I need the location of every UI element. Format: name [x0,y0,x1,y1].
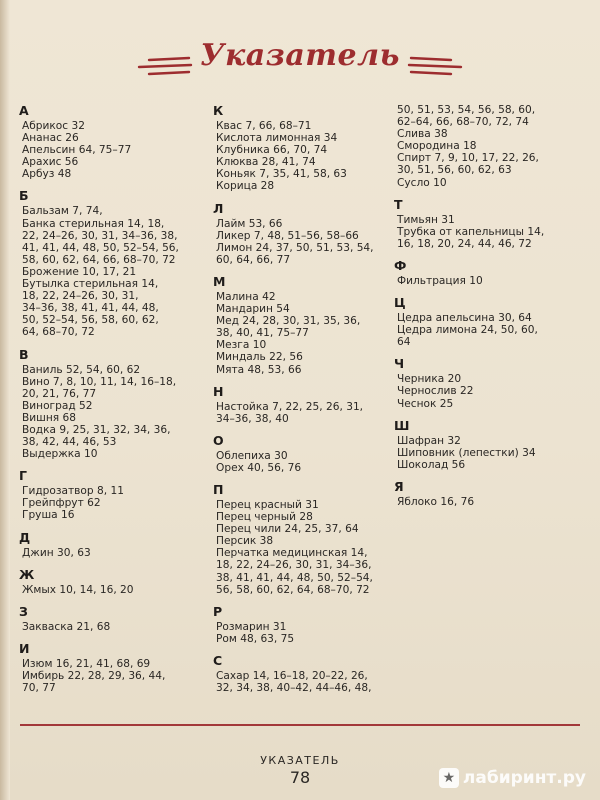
index-entry: Сусло 10 [397,176,447,189]
index-entry: Мята 48, 53, 66 [216,363,302,376]
index-entry: Шиповник (лепестки) 34 [397,446,536,459]
index-entry: Лимон 24, 37, 50, 51, 53, 54, 60, 64, 66, 77 [216,241,374,266]
index-entry: Изюм 16, 21, 41, 68, 69 [22,657,151,670]
index-entry: Ликер 7, 48, 51–56, 58–66 [216,229,359,242]
index-entry: Бутылка стерильная 14, 18, 22, 24–26, 30, 31, 34–36, 38, 41, 41, 44, 48, 50, 52–54, 56, 58, 60, 62, 64, 68–70, 72 [22,278,159,339]
index-entry: Джин 30, 63 [22,546,91,559]
index-entry: Ваниль 52, 54, 60, 62 [22,363,141,376]
index-letter-heading: Ц [394,295,406,311]
page-header [130,36,470,96]
index-letter-heading: И [19,640,30,656]
index-entry: Клубника 66, 70, 74 [216,144,328,157]
footer-section-label: УКАЗАТЕЛЬ [260,754,340,767]
index-group [19,603,222,633]
index-group [394,356,597,410]
index-entry: Шафран 32 [397,434,461,447]
index-entry: Клюква 28, 41, 74 [216,156,316,169]
index-letter-heading: Т [394,196,403,212]
index-group [394,295,597,349]
index-column-3 [394,104,597,517]
index-group [19,640,222,694]
index-group [213,432,402,474]
index-entry: Грейпфрут 62 [22,497,101,510]
index-group [19,566,222,596]
index-group [19,468,222,522]
index-entry: Имбирь 22, 28, 29, 36, 44, 70, 77 [22,669,166,694]
index-letter-heading: К [213,103,224,118]
index-entry: Миндаль 22, 56 [216,351,303,364]
index-entry: Перец чили 24, 25, 37, 64 [216,523,359,536]
index-entry: Смородина 18 [397,140,477,153]
index-entry: Спирт 7, 9, 10, 17, 22, 26, 30, 51, 56, 60, 62, 63 [397,152,539,177]
index-entry: Мед 24, 28, 30, 31, 35, 36, 38, 40, 41, 75–77 [216,315,361,340]
index-entry: Груша 16 [22,509,75,522]
index-entry: Лайм 53, 66 [216,217,283,230]
index-entry: Настойка 7, 22, 25, 26, 31, 34–36, 38, 40 [216,400,364,425]
index-column-1 [19,103,222,703]
index-column-2 [213,103,402,703]
index-group [213,481,402,596]
footer-divider [20,724,580,726]
index-group [213,200,402,266]
index-letter-heading: Я [394,478,404,494]
index-group [19,188,222,339]
index-entry: Тимьян 31 [397,213,455,226]
index-group [394,257,597,287]
index-entry: Перчатка медицинская 14, 18, 22, 24–26, 30, 31, 34–36, 38, 41, 41, 44, 48, 50, 52–54, 56, 58, 60, 62, 64, 68–70, 72 [216,547,373,596]
index-letter-heading: А [19,103,29,118]
index-entry: Закваска 21, 68 [22,620,111,633]
index-entry: Ананас 26 [22,132,79,145]
index-group [19,346,222,461]
index-entry: Чеснок 25 [397,397,454,410]
index-entry: Виноград 52 [22,399,93,412]
index-group [397,104,597,189]
index-entry: Яблоко 16, 76 [397,495,475,508]
index-letter-heading: Ф [394,257,407,273]
index-entry: Орех 40, 56, 76 [216,461,302,474]
index-entry: Розмарин 31 [216,620,287,633]
index-group [213,652,402,694]
index-entry: Арбуз 48 [22,168,72,181]
index-entry: Гидрозатвор 8, 11 [22,485,124,498]
index-letter-heading: Ч [394,356,405,372]
index-letter-heading: Б [19,188,29,204]
index-entry: Сахар 14, 16–18, 20–22, 26, 32, 34, 38, 40–42, 44–46, 48, [216,669,372,694]
index-entry: Мезга 10 [216,339,267,352]
index-letter-heading: В [19,346,29,362]
index-letter-heading: О [213,432,224,448]
index-group [213,273,402,376]
index-entry: Перец черный 28 [216,511,313,524]
index-entry: Водка 9, 25, 31, 32, 34, 36, 38, 42, 44, 46, 53 [22,423,171,449]
index-group [19,529,222,559]
index-letter-heading: П [213,481,224,497]
index-entry: Малина 42 [216,290,276,303]
index-letter-heading: Ж [19,566,35,582]
index-letter-heading: Р [213,603,223,619]
index-entry: Шоколад 56 [397,458,466,471]
index-entry: Выдержка 10 [22,448,98,461]
index-letter-heading: Ш [394,417,410,433]
index-entry: Чернослив 22 [397,385,474,398]
index-entry: Брожение 10, 17, 21 [22,265,137,278]
index-entry: 50, 51, 53, 54, 56, 58, 60, 62–64, 66, 68–70, 72, 74 [397,104,536,129]
index-group [213,103,402,193]
page-edge-shadow [0,0,10,800]
index-letter-heading: З [19,603,28,619]
index-entry: Фильтрация 10 [397,274,483,287]
index-group [213,383,402,425]
index-letter-heading: М [213,273,226,289]
index-entry: Апельсин 64, 75–77 [22,144,132,157]
index-entry: Облепиха 30 [216,449,288,462]
index-letter-heading: Н [213,383,224,399]
title-ornament-right [405,36,465,96]
index-letter-heading: Д [19,529,31,545]
index-entry: Цедра апельсина 30, 64 [397,312,532,325]
watermark-text: лабиринт.ру [462,768,586,788]
index-entry: Абрикос 32 [22,120,85,132]
page-number: 78 [289,768,311,787]
index-entry: Мандарин 54 [216,303,290,316]
index-group [394,196,597,250]
index-entry: Бальзам 7, 74, [22,205,103,218]
index-entry: Банка стерильная 14, 18, 22, 24–26, 30, 31, 34–36, 38, 41, 41, 44, 48, 50, 52–54, 56, 58, 60, 62, 64, 66, 68–70, 72 [22,217,179,266]
index-entry: Жмых 10, 14, 16, 20 [22,583,134,596]
index-entry: Вино 7, 8, 10, 11, 14, 16–18, 20, 21, 76, 77 [22,375,177,400]
index-entry: Цедра лимона 24, 50, 60, 64 [397,324,538,349]
index-group [394,417,597,471]
index-entry: Трубка от капельницы 14, 16, 18, 20, 24, 44, 46, 72 [397,225,545,250]
index-entry: Квас 7, 66, 68–71 [216,120,312,132]
watermark-logo-icon: ★ [439,768,459,788]
index-entry: Коньяк 7, 35, 41, 58, 63 [216,168,347,181]
index-entry: Перец красный 31 [216,498,319,511]
index-group [394,478,597,508]
index-letter-heading: Г [19,468,27,484]
index-entry: Кислота лимонная 34 [216,132,338,145]
index-entry: Черника 20 [397,373,462,386]
page-title: Указатель [200,38,400,73]
index-entry: Персик 38 [216,535,274,548]
index-entry: Корица 28 [216,180,275,193]
watermark [439,768,586,788]
index-letter-heading: С [213,652,223,668]
index-entry: Вишня 68 [22,411,76,424]
index-entry: Арахис 56 [22,156,79,169]
index-letter-heading: Л [213,200,224,216]
index-group [19,103,222,181]
index-entry: Ром 48, 63, 75 [216,632,295,645]
index-group [213,603,402,645]
index-entry: Слива 38 [397,128,448,141]
